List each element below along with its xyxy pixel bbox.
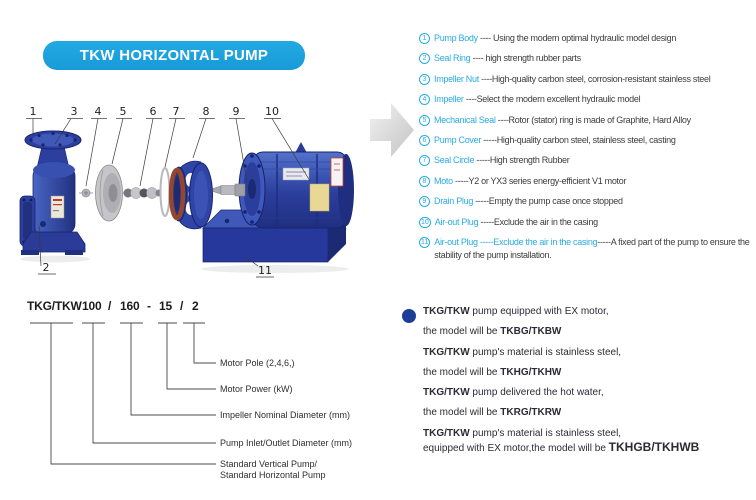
note-line [423, 325, 753, 338]
circled-number: 11 [421, 238, 429, 246]
model-code-slash2: / [180, 299, 184, 313]
callout-7: 7 [172, 105, 180, 118]
note-code-large: TKHGB/TKHWB [608, 439, 700, 454]
note-text: the model will be [423, 407, 501, 419]
note-text: equipped with EX motor,the model will be [423, 442, 609, 454]
list-item [419, 236, 753, 262]
tree-label-motor-power: Motor Power (kW) [220, 384, 293, 394]
note-text: pump's material is stainless steel, [469, 427, 622, 439]
motor-shaft-part [213, 184, 245, 196]
part-desc: -----A fixed part of the pump to ensure the stability of the pump installation. [434, 236, 750, 260]
part-name: Mechanical Seal [434, 114, 498, 125]
part-name: Air-out Plug [434, 216, 481, 227]
list-item [419, 154, 753, 167]
circled-number: 10 [421, 218, 429, 226]
note-line [423, 406, 753, 419]
list-item [419, 93, 753, 106]
callout-11: 11 [258, 264, 272, 277]
note-text: pump delivered the hot water, [469, 387, 604, 399]
impeller-nut-part [82, 189, 90, 197]
model-code-dash: - [147, 299, 151, 313]
callout-10: 10 [265, 105, 279, 118]
list-item [419, 195, 753, 208]
part-desc: ---- Using the modern optimal hydraulic model design [480, 33, 677, 43]
list-item [419, 134, 753, 147]
part-name: Pump Body [434, 33, 481, 43]
circled-number: 4 [419, 94, 430, 105]
circled-number: 8 [419, 176, 430, 187]
part-desc: ----Rotor (stator) ring is made of Graphite, Hard Alloy [497, 114, 691, 125]
callout-9: 9 [232, 105, 240, 118]
part-name: Seal Circle [434, 155, 477, 166]
model-code-impeller: 160 [120, 299, 140, 313]
note-line [423, 305, 753, 318]
list-item [419, 32, 753, 45]
tree-label-motor-pole: Motor Pole (2,4,6,) [220, 358, 295, 368]
note-text: the model will be [423, 326, 501, 338]
tree-label-impeller-diam: Impeller Nominal Diameter (mm) [220, 410, 351, 420]
callout-4: 4 [94, 105, 102, 118]
note-bold: TKG/TKW [423, 387, 470, 399]
part-desc: ----High-quality carbon steel, corrosion-resistant stainless steel [481, 73, 711, 84]
part-desc: -----Y2 or YX3 series energy-efficient V1 motor [455, 175, 627, 186]
part-desc: ----Select the modern excellent hydraulic model [465, 94, 641, 105]
note-line [423, 427, 753, 440]
part-name: Moto [434, 175, 456, 186]
model-code-tree [20, 316, 365, 488]
title-banner [43, 41, 305, 70]
model-code-inlet: 100 [82, 299, 102, 313]
tree-lines [30, 323, 216, 464]
tree-label-inlet-outlet: Pump Inlet/Outlet Diameter (mm) [220, 438, 353, 448]
model-notes [423, 305, 753, 462]
bullet-icon [402, 309, 416, 323]
circled-number: 2 [419, 53, 430, 64]
list-item [419, 175, 753, 188]
part-desc: -----Exclude the air in the casing [480, 216, 598, 227]
list-item [419, 216, 753, 229]
part-desc-blue: -----Exclude the air in the casing [479, 236, 598, 247]
list-item [419, 52, 753, 65]
circled-number: 6 [419, 135, 430, 146]
model-code-pole: 2 [192, 299, 199, 313]
note-line [423, 441, 753, 455]
note-bold: TKG/TKW [423, 306, 470, 317]
note-line [423, 346, 753, 359]
pump-cover-part [171, 161, 213, 229]
list-item [419, 73, 753, 86]
callout-6: 6 [149, 105, 157, 118]
tree-label-standard-1: Standard Vertical Pump/ [220, 459, 318, 469]
model-code-power: 15 [159, 299, 172, 313]
note-bold: TKG/TKW [423, 346, 470, 358]
callout-5: 5 [119, 105, 127, 118]
note-line [423, 386, 753, 399]
parts-list [419, 32, 753, 269]
circled-number: 7 [419, 155, 430, 166]
part-desc: -----High-quality carbon steel, stainless steel, casting [483, 134, 676, 145]
note-code: TKRG/TKRW [500, 407, 562, 419]
callout-8: 8 [202, 105, 210, 118]
note-text: the model will be [423, 366, 501, 378]
model-code-slash: / [108, 299, 112, 313]
impeller-part [96, 165, 123, 221]
part-desc: -----Empty the pump case once stopped [475, 196, 623, 207]
part-desc: -----High strength Rubber [476, 155, 570, 166]
part-name: Air-out Plug [434, 236, 480, 247]
callout-3: 3 [70, 105, 78, 118]
part-name: Seal Ring [434, 53, 473, 64]
seal-circle-part [161, 168, 170, 216]
part-name: Impeller Nut [434, 73, 482, 84]
pump-body-part [20, 131, 85, 255]
part-name: Impeller [434, 94, 466, 105]
note-code: TKHG/TKHW [500, 366, 562, 378]
part-name: Pump Cover [434, 134, 484, 145]
list-item [419, 114, 753, 127]
pump-exploded-diagram [15, 98, 415, 293]
mechanical-seal-part [124, 188, 163, 199]
circled-number: 9 [419, 196, 430, 207]
model-code-series: TKG/TKW [27, 299, 82, 313]
note-text: pump equipped with EX motor, [469, 306, 609, 317]
callout-2: 2 [42, 261, 50, 274]
circled-number: 1 [419, 33, 430, 44]
part-desc: ---- high strength rubber parts [472, 53, 581, 64]
note-line [423, 366, 753, 379]
callout-1: 1 [29, 105, 37, 118]
page-title: TKW HORIZONTAL PUMP [79, 47, 269, 64]
circled-number: 3 [419, 74, 430, 85]
arrow-right-icon [370, 103, 414, 157]
tree-label-standard-2: Standard Horizontal Pump [220, 470, 326, 480]
note-bold: TKG/TKW [423, 427, 470, 439]
part-name: Drain Plug [434, 196, 476, 207]
circled-number: 5 [419, 115, 430, 126]
note-text: pump's material is stainless steel, [469, 346, 622, 358]
note-code: TKBG/TKBW [500, 326, 562, 338]
